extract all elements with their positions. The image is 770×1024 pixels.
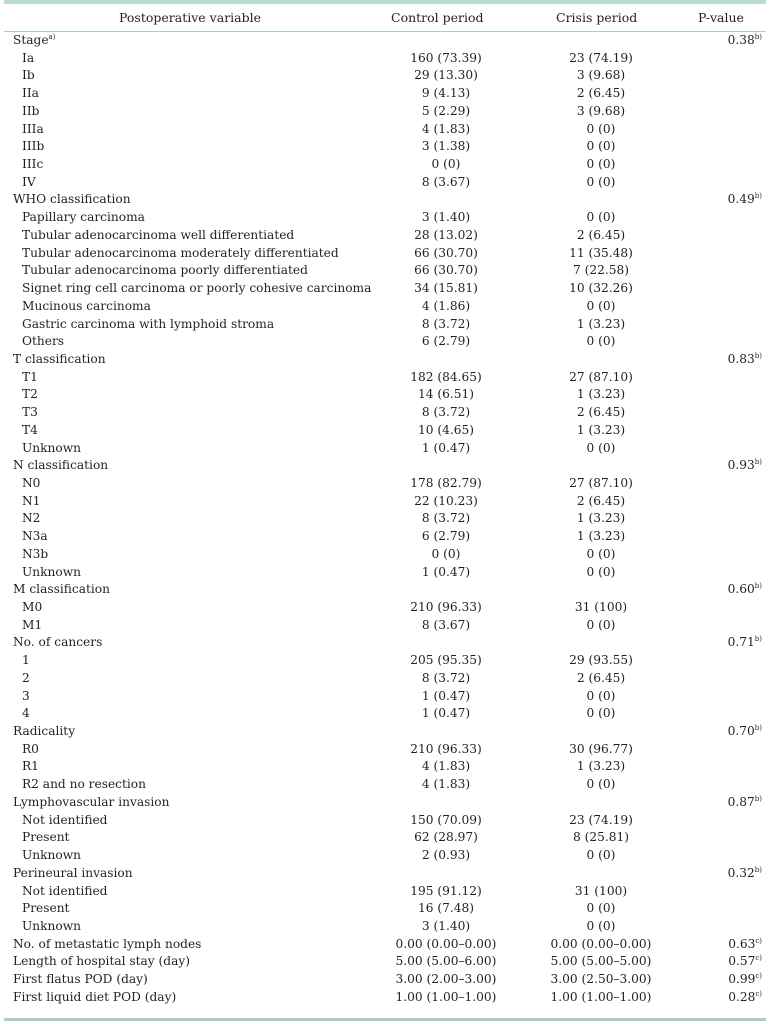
table-row [0, 404, 770, 422]
table-row [0, 829, 770, 847]
crisis-period-value: 3 (9.68) [576, 103, 626, 118]
table-row [0, 85, 770, 103]
row-label: Ia [22, 50, 35, 65]
control-period-value: 14 (6.51) [417, 387, 475, 402]
table-row [0, 422, 770, 440]
control-period-value: 8 (3.67) [421, 174, 471, 189]
table-row [0, 705, 770, 723]
row-label: First liquid diet POD (day) [13, 989, 177, 1004]
crisis-period-value: 5.00 (5.00–5.00) [550, 954, 652, 969]
crisis-period-value: 1 (3.23) [576, 529, 626, 544]
table-row [0, 812, 770, 830]
control-period-value: 4 (1.83) [421, 777, 471, 792]
footnote-marker: c) [755, 989, 762, 998]
row-label: Tubular adenocarcinoma moderately differentiated [22, 245, 339, 260]
control-period-value: 8 (3.72) [421, 316, 471, 331]
table-row [0, 245, 770, 263]
table-row [0, 333, 770, 351]
control-period-value: 22 (10.23) [414, 493, 478, 508]
p-value: 0.71$^{b)}$ [727, 635, 762, 650]
crisis-period-value: 3.00 (2.50–3.00) [550, 972, 652, 987]
control-period-value: 28 (13.02) [414, 227, 478, 242]
table-row-category [0, 32, 770, 50]
crisis-period-value: 0 (0) [586, 918, 616, 933]
control-period-value: 5 (2.29) [421, 103, 471, 118]
crisis-period-value: 0 (0) [586, 174, 616, 189]
crisis-period-value: 31 (100) [574, 600, 628, 614]
crisis-period-value: 2 (6.45) [576, 227, 626, 242]
table-row [0, 121, 770, 139]
row-label: IIIc [22, 157, 44, 172]
table-row [0, 599, 770, 617]
table-row-category [0, 634, 770, 652]
p-value: 0.83$^{b)}$ [727, 351, 762, 366]
crisis-period-value: 0 (0) [586, 139, 616, 154]
row-label: M1 [22, 617, 43, 632]
row-label: T2 [22, 387, 38, 402]
control-period-value: 6 (2.79) [421, 334, 471, 349]
crisis-period-value: 1.00 (1.00–1.00) [550, 989, 652, 1004]
control-period-value: 195 (91.12) [410, 883, 482, 898]
table-row [0, 103, 770, 121]
table-row-category [0, 581, 770, 599]
table-row [0, 546, 770, 564]
table-row-category [0, 723, 770, 741]
table-row-category [0, 936, 770, 954]
row-label: Unknown [22, 440, 81, 455]
table-row [0, 652, 770, 670]
table-row [0, 900, 770, 918]
control-period-value: 1 (0.47) [421, 706, 471, 721]
row-label: 4 [22, 706, 30, 721]
table-row [0, 670, 770, 688]
control-period-value: 4 (1.83) [421, 121, 471, 136]
row-label: Ib [22, 68, 35, 83]
table-row [0, 758, 770, 776]
crisis-period-value: 8 (25.81) [572, 830, 630, 845]
row-label: Gastric carcinoma with lymphoid stroma [22, 316, 275, 331]
crisis-period-value: 2 (6.45) [576, 86, 626, 101]
p-value: 0.99$^{c)}$ [728, 972, 762, 987]
crisis-period-value: 0 (0) [586, 706, 616, 721]
crisis-period-value: 10 (32.26) [569, 281, 633, 296]
control-period-value: 210 (96.33) [410, 741, 482, 756]
table-row [0, 209, 770, 227]
row-label: 2 [22, 670, 30, 685]
control-period-value: 10 (4.65) [417, 422, 475, 437]
p-value: 0.70$^{b)}$ [727, 724, 762, 739]
footnote-marker: c) [755, 954, 762, 963]
row-label: N classification [13, 458, 109, 473]
crisis-period-value: 0.00 (0.00–0.00) [550, 936, 652, 951]
row-label: T4 [22, 422, 38, 437]
row-label: Not identified [22, 812, 108, 827]
p-value: 0.87$^{b)}$ [727, 794, 762, 809]
p-value: 0.49$^{b)}$ [727, 192, 762, 207]
table-row [0, 50, 770, 68]
table-row [0, 227, 770, 245]
row-label: No. of metastatic lymph nodes [13, 936, 202, 951]
footnote-marker: b) [754, 351, 762, 360]
crisis-period-value: 0 (0) [586, 157, 616, 172]
control-period-value: 29 (13.30) [414, 68, 478, 83]
row-label: IIb [22, 103, 40, 118]
row-label: M classification [13, 582, 110, 597]
control-period-value: 1 (0.47) [421, 440, 471, 455]
control-period-value: 178 (82.79) [410, 475, 482, 490]
control-period-value: 0 (0) [431, 546, 461, 561]
row-label: Tubular adenocarcinoma poorly differentiated [22, 263, 308, 278]
control-period-value: 66 (30.70) [414, 245, 478, 260]
footnote-marker: c) [755, 972, 762, 981]
row-label: N1 [22, 493, 41, 508]
control-period-value: 66 (30.70) [414, 263, 478, 278]
control-period-value: 62 (28.97) [414, 830, 478, 845]
control-period-value: 182 (84.65) [410, 369, 482, 384]
table-row-category [0, 865, 770, 883]
table-row [0, 741, 770, 759]
crisis-period-value: 1 (3.23) [576, 387, 626, 402]
control-period-value: 3 (1.38) [421, 139, 471, 154]
table-row-category [0, 989, 770, 1007]
control-period-value: 210 (96.33) [410, 600, 482, 614]
footnote-marker: b) [754, 724, 762, 733]
crisis-period-value: 0 (0) [586, 617, 616, 632]
p-value: 0.28$^{c)}$ [728, 989, 762, 1004]
row-label: Perineural invasion [13, 865, 133, 880]
footnote-marker: b) [754, 582, 762, 591]
table-row [0, 138, 770, 156]
table-row-category [0, 457, 770, 475]
row-label: WHO classification [13, 192, 131, 207]
row-label: Stage$^{a)}$ [13, 33, 56, 47]
table-row-category [0, 351, 770, 369]
row-label: N2 [22, 511, 41, 526]
control-period-value: 0 (0) [431, 157, 461, 172]
table-header [4, 4, 766, 32]
crisis-period-value: 1 (3.23) [576, 422, 626, 437]
crisis-period-value: 27 (87.10) [569, 475, 633, 490]
crisis-period-value: 0 (0) [586, 440, 616, 455]
row-label: N0 [22, 475, 41, 490]
control-period-value: 16 (7.48) [417, 901, 475, 916]
header-postoperative-variable: Postoperative variable [119, 10, 262, 25]
row-label: Lymphovascular invasion [13, 794, 170, 809]
table-row-category [0, 971, 770, 989]
crisis-period-value: 31 (100) [574, 883, 628, 898]
table-row [0, 298, 770, 316]
control-period-value: 150 (70.09) [410, 812, 482, 827]
table-row [0, 174, 770, 192]
crisis-period-value: 0 (0) [586, 777, 616, 792]
row-label: First flatus POD (day) [13, 972, 148, 987]
control-period-value: 1 (0.47) [421, 564, 471, 579]
row-label: Others [22, 334, 65, 349]
table-row [0, 776, 770, 794]
table-row [0, 156, 770, 174]
crisis-period-value: 27 (87.10) [569, 369, 633, 384]
control-period-value: 0.00 (0.00–0.00) [395, 936, 497, 951]
footnote-marker: b) [754, 635, 762, 644]
footnote-marker: b) [754, 458, 762, 467]
row-label: Signet ring cell carcinoma or poorly cohesive carcinoma [22, 281, 372, 296]
p-value: 0.38$^{b)}$ [727, 33, 762, 47]
row-label: Present [22, 830, 70, 845]
table-row [0, 883, 770, 901]
crisis-period-value: 23 (74.19) [569, 812, 633, 827]
table-row [0, 510, 770, 528]
control-period-value: 6 (2.79) [421, 529, 471, 544]
row-label: IIIb [22, 139, 45, 154]
table-row [0, 918, 770, 936]
footnote-marker: b) [754, 794, 762, 803]
row-label: Tubular adenocarcinoma well differentiated [22, 227, 295, 242]
table-row-category [0, 191, 770, 209]
table-row [0, 316, 770, 334]
p-value: 0.93$^{b)}$ [727, 458, 762, 473]
crisis-period-value: 0 (0) [586, 298, 616, 313]
table-row [0, 262, 770, 280]
table-body [0, 32, 770, 1007]
p-value: 0.57$^{c)}$ [728, 954, 762, 969]
crisis-period-value: 0 (0) [586, 564, 616, 579]
crisis-period-value: 30 (96.77) [569, 741, 633, 756]
row-label: Unknown [22, 918, 81, 933]
table-row [0, 67, 770, 85]
table-row [0, 280, 770, 298]
footnote-marker: a) [48, 33, 56, 41]
row-label: R2 and no resection [22, 777, 146, 792]
row-label: IIa [22, 86, 39, 101]
crisis-period-value: 0 (0) [586, 688, 616, 703]
crisis-period-value: 1 (3.23) [576, 511, 626, 526]
footnote-marker: c) [755, 936, 762, 945]
header-control-period: Control period [391, 10, 484, 25]
crisis-period-value: 0 (0) [586, 848, 616, 863]
control-period-value: 8 (3.72) [421, 405, 471, 420]
table-row-category [0, 953, 770, 971]
row-label: IV [22, 174, 36, 189]
footnote-marker: b) [754, 865, 762, 874]
row-label: Radicality [13, 724, 76, 739]
table-row [0, 688, 770, 706]
crisis-period-value: 2 (6.45) [576, 670, 626, 685]
row-label: R0 [22, 741, 39, 756]
row-label: 1 [22, 653, 30, 668]
row-label: T3 [22, 405, 38, 420]
row-label: T1 [22, 369, 38, 384]
crisis-period-value: 29 (93.55) [569, 653, 633, 668]
row-label: M0 [22, 600, 43, 614]
crisis-period-value: 23 (74.19) [569, 50, 633, 65]
table-row [0, 475, 770, 493]
control-period-value: 3.00 (2.00–3.00) [395, 972, 497, 987]
footnote-marker: b) [754, 33, 762, 41]
row-label: 3 [22, 688, 30, 703]
p-value: 0.63$^{c)}$ [728, 936, 762, 951]
crisis-period-value: 0 (0) [586, 334, 616, 349]
p-value: 0.32$^{b)}$ [727, 865, 762, 880]
control-period-value: 4 (1.86) [421, 298, 471, 313]
footnote-marker: b) [754, 192, 762, 201]
table-row-category [0, 794, 770, 812]
control-period-value: 1.00 (1.00–1.00) [395, 989, 497, 1004]
row-label: R1 [22, 759, 39, 774]
table-row [0, 386, 770, 404]
row-label: Not identified [22, 883, 108, 898]
control-period-value: 2 (0.93) [421, 848, 471, 863]
row-label: Papillary carcinoma [22, 210, 145, 225]
table-row [0, 493, 770, 511]
control-period-value: 1 (0.47) [421, 688, 471, 703]
header-crisis-period: Crisis period [556, 10, 638, 25]
row-label: N3b [22, 546, 49, 561]
crisis-period-value: 2 (6.45) [576, 493, 626, 508]
crisis-period-value: 7 (22.58) [572, 263, 630, 278]
control-period-value: 34 (15.81) [414, 281, 478, 296]
crisis-period-value: 1 (3.23) [576, 316, 626, 331]
table-row [0, 369, 770, 387]
control-period-value: 5.00 (5.00–6.00) [395, 954, 497, 969]
row-label: Unknown [22, 564, 81, 579]
row-label: IIIa [22, 121, 44, 136]
row-label: N3a [22, 529, 48, 544]
control-period-value: 8 (3.67) [421, 617, 471, 632]
crisis-period-value: 0 (0) [586, 210, 616, 225]
table-row [0, 528, 770, 546]
crisis-period-value: 2 (6.45) [576, 405, 626, 420]
table-row [0, 440, 770, 458]
table-row [0, 564, 770, 582]
p-value: 0.60$^{b)}$ [727, 582, 762, 597]
row-label: Unknown [22, 848, 81, 863]
crisis-period-value: 0 (0) [586, 121, 616, 136]
control-period-value: 4 (1.83) [421, 759, 471, 774]
crisis-period-value: 3 (9.68) [576, 68, 626, 83]
control-period-value: 8 (3.72) [421, 511, 471, 526]
row-label: No. of cancers [13, 635, 103, 650]
row-label: T classification [13, 351, 106, 366]
crisis-period-value: 11 (35.48) [569, 245, 633, 260]
table-row [0, 617, 770, 635]
control-period-value: 160 (73.39) [410, 50, 482, 65]
row-label: Mucinous carcinoma [22, 298, 151, 313]
row-label: Present [22, 901, 70, 916]
row-label: Length of hospital stay (day) [13, 954, 191, 969]
crisis-period-value: 0 (0) [586, 901, 616, 916]
control-period-value: 3 (1.40) [421, 210, 471, 225]
control-period-value: 9 (4.13) [421, 86, 471, 101]
table-row [0, 847, 770, 865]
table-bottom-rule [4, 1018, 766, 1021]
crisis-period-value: 1 (3.23) [576, 759, 626, 774]
control-period-value: 8 (3.72) [421, 670, 471, 685]
crisis-period-value: 0 (0) [586, 546, 616, 561]
control-period-value: 205 (95.35) [410, 653, 482, 668]
control-period-value: 3 (1.40) [421, 918, 471, 933]
header-p-value: P-value [698, 10, 744, 25]
